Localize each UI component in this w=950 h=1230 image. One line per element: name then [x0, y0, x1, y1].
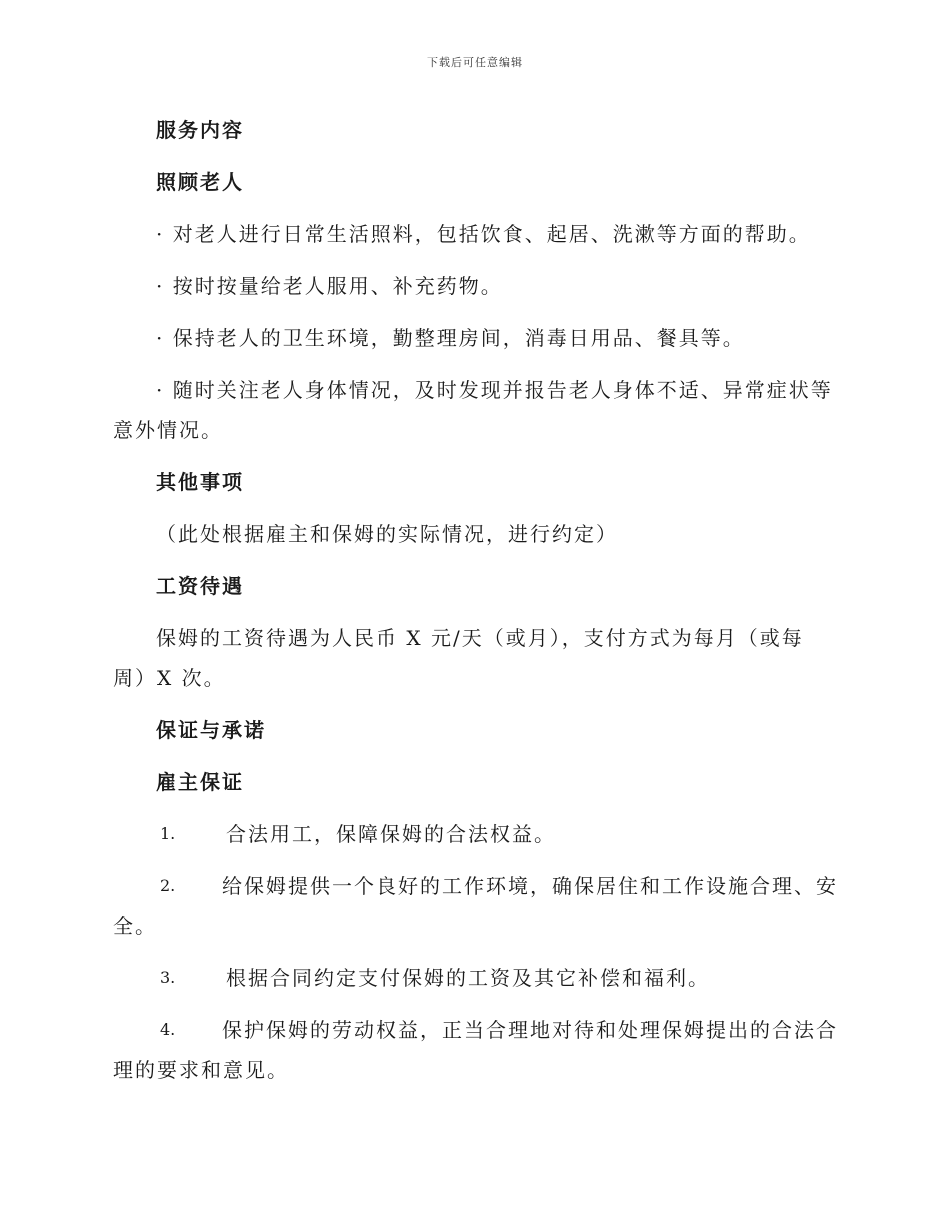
care-item: [113, 214, 838, 254]
item-text: 给保姆提供一个良好的工作环境，确保居住和工作设施合理、安: [222, 874, 838, 898]
care-item-text: · 保持老人的卫生环境，勤整理房间，消毒日用品、餐具等。: [156, 326, 745, 350]
employer-item: [113, 866, 838, 946]
wage-paragraph: [113, 618, 838, 698]
item-number: 2.: [160, 876, 176, 895]
section-title-employer: 雇主保证: [156, 770, 244, 794]
employer-item: [113, 814, 838, 854]
item-text: 保护保姆的劳动权益，正当合理地对待和处理保姆提出的合法合: [222, 1018, 838, 1042]
item-number: 1.: [160, 824, 176, 843]
wage-text-continued: 周）X 次。: [113, 666, 226, 690]
care-item: [113, 370, 838, 450]
section-title-wage: 工资待遇: [156, 574, 244, 598]
care-item-text: · 对老人进行日常生活照料，包括饮食、起居、洗漱等方面的帮助。: [156, 222, 811, 246]
other-text: （此处根据雇主和保姆的实际情况，进行约定）: [156, 522, 618, 546]
care-item: [113, 266, 838, 306]
item-text: 合法用工，保障保姆的合法权益。: [226, 822, 556, 846]
care-item: [113, 318, 838, 358]
header-note: 下载后可任意编辑: [427, 56, 523, 69]
section-title-care: 照顾老人: [156, 170, 244, 194]
care-item-text: · 按时按量给老人服用、补充药物。: [156, 274, 503, 298]
employer-item: [113, 958, 838, 998]
section-title-other: 其他事项: [156, 470, 244, 494]
wage-text: 保姆的工资待遇为人民币 X 元/天（或月），支付方式为每月（或每: [156, 626, 804, 650]
item-text-continued: 全。: [113, 914, 157, 938]
item-text-continued: 理的要求和意见。: [113, 1058, 289, 1082]
item-number: 3.: [160, 968, 176, 987]
section-title-service: 服务内容: [156, 118, 244, 142]
care-item-text: · 随时关注老人身体情况，及时发现并报告老人身体不适、异常症状等: [156, 378, 833, 402]
item-number: 4.: [160, 1020, 176, 1039]
item-text: 根据合同约定支付保姆的工资及其它补偿和福利。: [226, 966, 710, 990]
care-item-text-continued: 意外情况。: [113, 418, 223, 442]
other-text-paragraph: [113, 514, 838, 554]
section-title-guarantee: 保证与承诺: [156, 718, 266, 742]
employer-item: [113, 1010, 838, 1090]
document-body: [113, 110, 838, 1102]
